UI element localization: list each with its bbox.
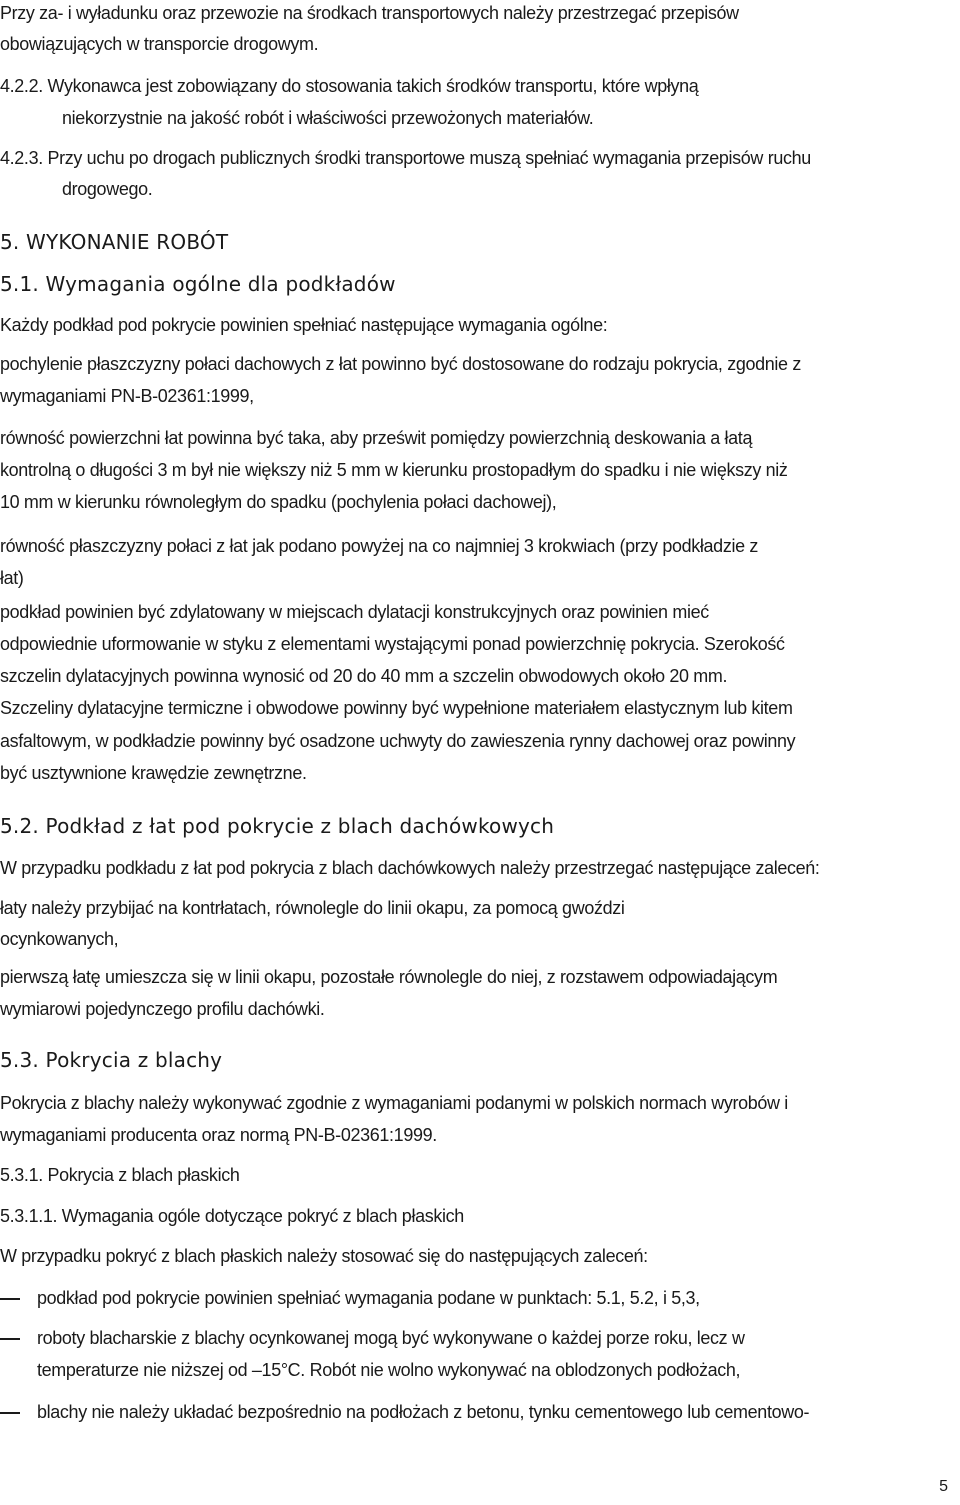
paragraph-4-2-2-line: niekorzystnie na jakość robót i właściwości przewożonych materiałów. bbox=[62, 107, 594, 128]
section-5-2-intro: W przypadku podkładu z łat pod pokrycia z blach dachówkowych należy przestrzegać następujące zaleceń: bbox=[0, 857, 820, 878]
list-item-line: Szczeliny dylatacyjne termiczne i obwodowe powinny być wypełnione materiałem elastycznym lub kitem bbox=[0, 697, 793, 718]
page-number: 5 bbox=[939, 1478, 948, 1495]
section-5-1-heading: 5.1. Wymagania ogólne dla podkładów bbox=[0, 272, 396, 296]
section-5-1-intro: Każdy podkład pod pokrycie powinien spełniać następujące wymagania ogólne: bbox=[0, 314, 608, 335]
list-item-line: pierwszą łatę umieszcza się w linii okapu, pozostałe równolegle do niej, z rozstawem odpowiadającym bbox=[0, 966, 778, 987]
list-item-line: być usztywnione krawędzie zewnętrzne. bbox=[0, 762, 307, 783]
list-item-line: łaty należy przybijać na kontrłatach, równolegle do linii okapu, za pomocą gwoździ bbox=[0, 897, 625, 918]
transport-text-line: obowiązujących w transporcie drogowym. bbox=[0, 33, 319, 54]
list-item-line: wymaganiami PN-B-02361:1999, bbox=[0, 385, 254, 406]
section-5-heading: 5. WYKONANIE ROBÓT bbox=[0, 230, 229, 254]
list-item-line: odpowiednie uformowanie w styku z elementami wystającymi ponad powierzchnię pokrycia. Szerokość bbox=[0, 633, 785, 654]
dash-list-item: blachy nie należy układać bezpośrednio na podłożach z betonu, tynku cementowego lub cementowo- bbox=[37, 1401, 810, 1422]
list-item-line: asfaltowym, w podkładzie powinny być osadzone uchwyty do zawieszenia rynny dachowej oraz powinny bbox=[0, 730, 796, 751]
section-5-3-text-line: wymaganiami producenta oraz normą PN-B-02361:1999. bbox=[0, 1124, 437, 1145]
transport-text-line: Przy za- i wyładunku oraz przewozie na środkach transportowych należy przestrzegać przepisów bbox=[0, 2, 739, 23]
list-item-line: kontrolną o długości 3 m był nie większy niż 5 mm w kierunku prostopadłym do spadku i nie większy niż bbox=[0, 459, 788, 480]
list-item-line: równość płaszczyzny połaci z łat jak podano powyżej na co najmniej 3 krokwiach (przy podkładzie z bbox=[0, 535, 759, 556]
list-item-line: ocynkowanych, bbox=[0, 928, 119, 949]
dash-bullet bbox=[0, 1412, 20, 1414]
section-5-3-heading: 5.3. Pokrycia z blachy bbox=[0, 1048, 223, 1072]
section-5-2-heading: 5.2. Podkład z łat pod pokrycie z blach dachówkowych bbox=[0, 814, 555, 838]
paragraph-4-2-2-line: 4.2.2. Wykonawca jest zobowiązany do stosowania takich środków transportu, które wpłyną bbox=[0, 75, 699, 96]
dash-list-item-line: roboty blacharskie z blachy ocynkowanej mogą być wykonywane o każdej porze roku, lecz w bbox=[37, 1327, 745, 1348]
list-item-line: łat) bbox=[0, 567, 24, 588]
section-5-3-1-1-heading: 5.3.1.1. Wymagania ogóle dotyczące pokryć z blach płaskich bbox=[0, 1205, 464, 1226]
paragraph-4-2-3-line: 4.2.3. Przy uchu po drogach publicznych środki transportowe muszą spełniać wymagania przepisów ruchu bbox=[0, 147, 811, 168]
section-5-3-text-line: Pokrycia z blachy należy wykonywać zgodnie z wymaganiami podanymi w polskich normach wyrobów i bbox=[0, 1092, 788, 1113]
dash-bullet bbox=[0, 1298, 20, 1300]
section-5-3-1-1-intro: W przypadku pokryć z blach płaskich należy stosować się do następujących zaleceń: bbox=[0, 1245, 648, 1266]
dash-list-item-line: temperaturze nie niższej od –15°C. Robót nie wolno wykonywać na oblodzonych podłożach, bbox=[37, 1359, 741, 1380]
list-item-line: równość powierzchni łat powinna być taka, aby prześwit pomiędzy powierzchnią deskowania a łatą bbox=[0, 427, 753, 448]
list-item-line: szczelin dylatacyjnych powinna wynosić od 20 do 40 mm a szczelin obwodowych około 20 mm. bbox=[0, 665, 728, 686]
dash-list-item: podkład pod pokrycie powinien spełniać wymagania podane w punktach: 5.1, 5.2, i 5,3, bbox=[37, 1287, 700, 1308]
list-item-line: 10 mm w kierunku równoległym do spadku (pochylenia połaci dachowej), bbox=[0, 491, 557, 512]
section-5-3-1-heading: 5.3.1. Pokrycia z blach płaskich bbox=[0, 1164, 240, 1185]
list-item-line: pochylenie płaszczyzny połaci dachowych z łat powinno być dostosowane do rodzaju pokrycia, zgodnie z bbox=[0, 353, 801, 374]
list-item-line: wymiarowi pojedynczego profilu dachówki. bbox=[0, 998, 325, 1019]
dash-bullet bbox=[0, 1338, 20, 1340]
list-item-line: podkład powinien być zdylatowany w miejscach dylatacji konstrukcyjnych oraz powinien mieć bbox=[0, 601, 709, 622]
paragraph-4-2-3-line: drogowego. bbox=[62, 178, 153, 199]
